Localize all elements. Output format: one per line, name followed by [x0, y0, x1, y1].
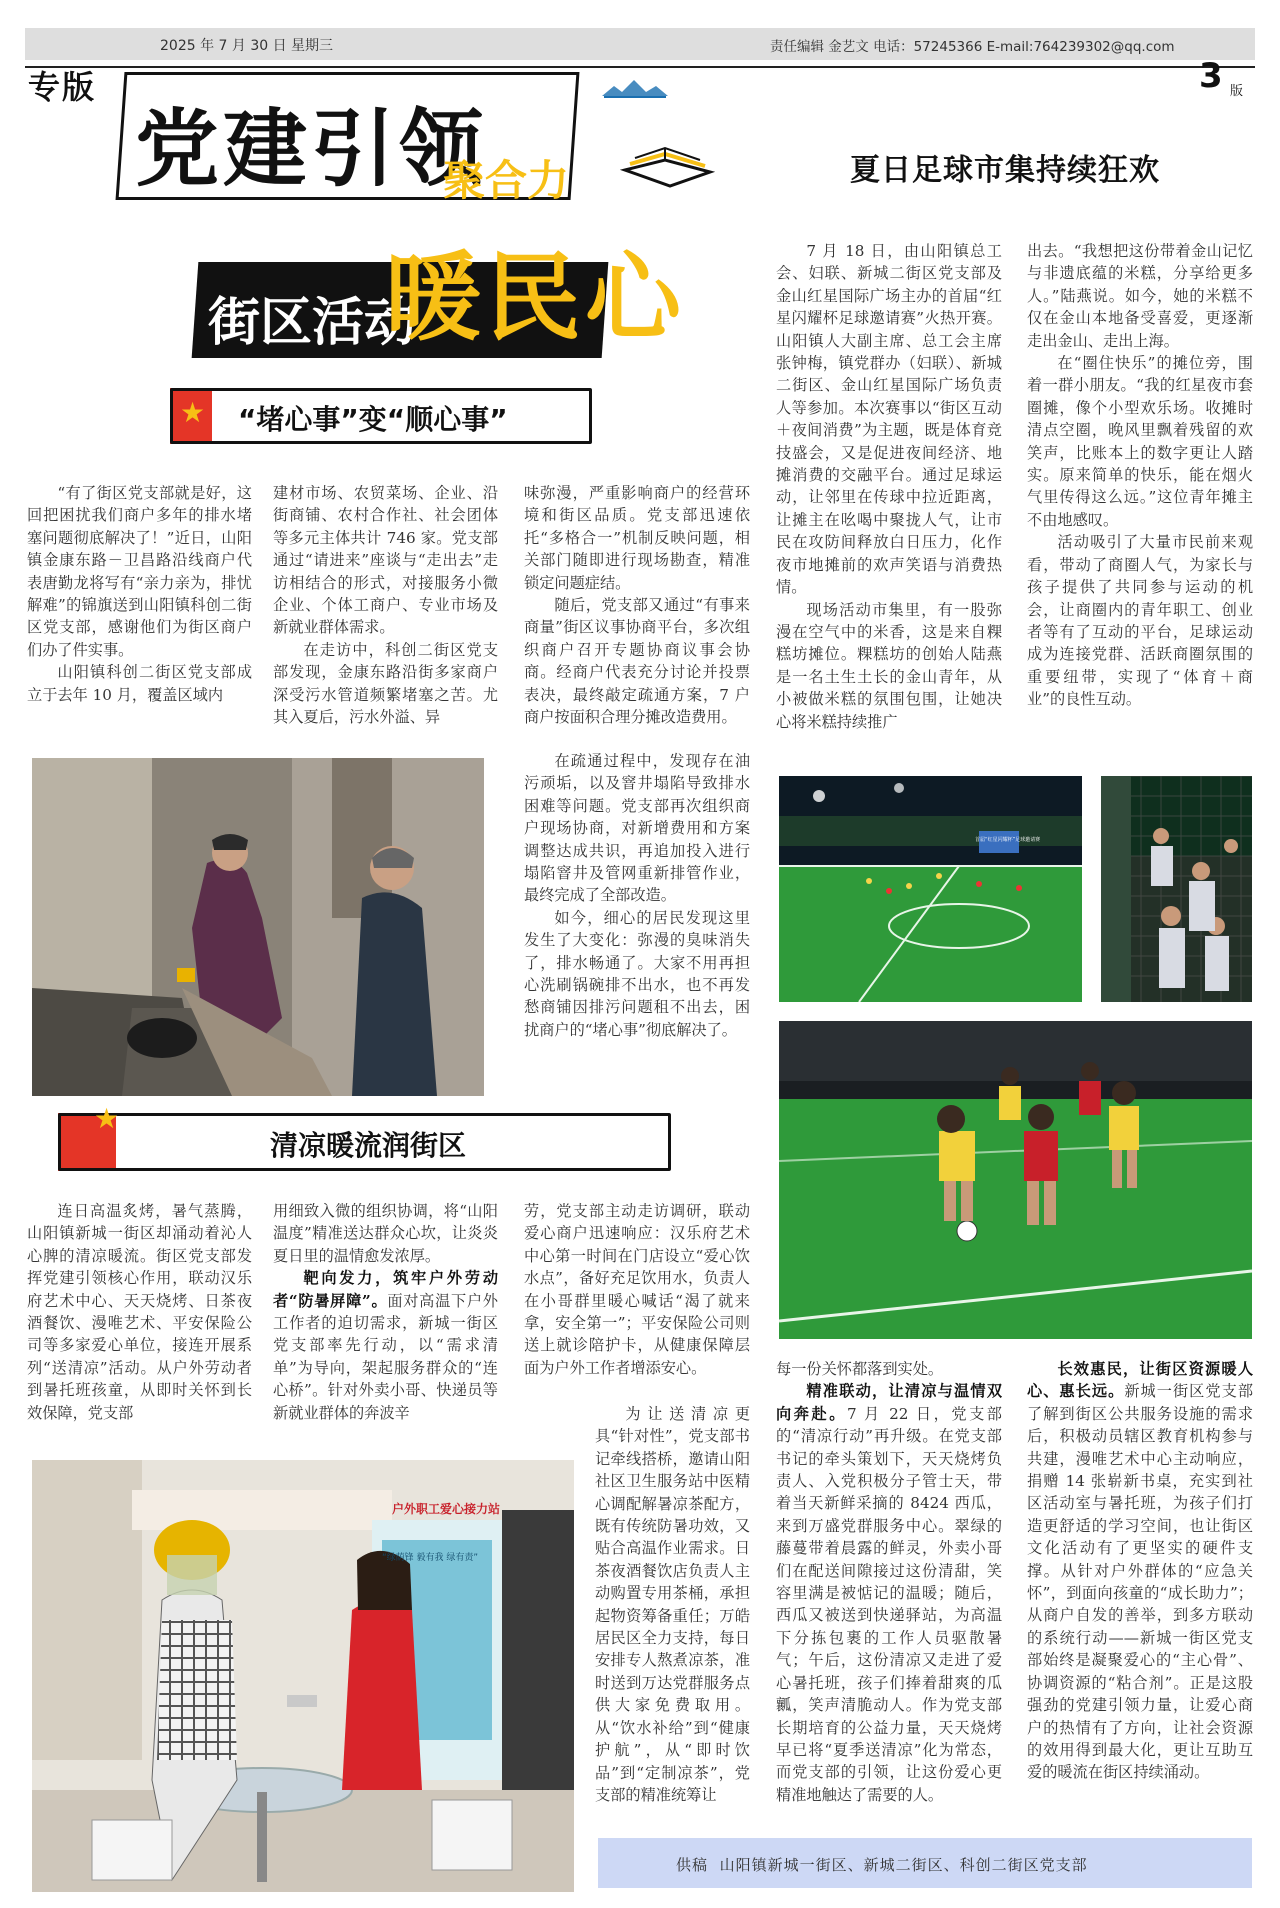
section1-column-3b — [524, 750, 750, 1041]
paragraph: 长效惠民，让街区资源暖人心、惠长远。新城一街区党支部了解到街区公共服务设施的需求后，积极动员辖区教育机构参与共建，漫唯艺术中心主动响应，捐赠 14 张崭新书桌，充实到社区活动室与暑托班，为孩子们打造更舒适的学习空间，也让街区文化活动有了更坚实的硬件支撑。从针对户外群体的“应急关怀”，到面向孩童的“成长助力”；从商户自发的善举，到多方联动的系统行动——新城一街区党支部始终是凝聚爱心的“主心骨”、协调资源的“粘合剂”。正是这股强劲的党建引领力量，让爱心商户的热情有了方向，让社会资源的效用得到最大化，更让互助互爱的暖流在街区持续涌动。 — [1027, 1360, 1254, 1782]
paragraph: 山阳镇科创二街区党支部成立于去年 10 月，覆盖区域内 — [27, 663, 252, 704]
banner-line2-accent: 暖民心 — [385, 242, 685, 354]
paragraph: 建材市场、农贸菜场、企业、沿街商铺、农村合作社、社会团体等多元主体共计 746 家。党支部通过“请进来”座谈与“走出去”走访相结合的形式，对接服务小微企业、个体工商户、专业市场及新就业群体需求。 — [273, 484, 498, 637]
star-icon: ★ — [94, 1102, 120, 1135]
page-number: 3 — [1199, 56, 1223, 96]
paragraph: 随后，党支部又通过“有事来商量”街区议事协商平台，多次组织商户召开专题协商议事会协商。经商户代表充分讨论并投票表决，最终敲定疏通方案，7 户商户按面积合理分摊改造费用。 — [524, 596, 750, 727]
credit-text — [676, 1854, 1088, 1875]
paragraph: 在走访中，科创二街区党支部发现，金康东路沿街多家商户深受污水管道频繁堵塞之苦。尤其入夏后，污水外溢、异 — [273, 640, 498, 727]
football-article-title: 夏日足球市集持续狂欢 — [850, 153, 1160, 188]
editor-info: 责任编辑 金艺文 电话：57245366 E-mail:764239302@qq.com — [770, 39, 1175, 55]
book-icon — [620, 130, 715, 190]
photo-cool-drink-station — [32, 1460, 574, 1892]
lead-in-phrase: 精准联动，让清凉与温情双向奔赴。 — [776, 1382, 1002, 1423]
station-sign: 户外职工爱心接力站 — [392, 1502, 501, 1516]
lead-in-phrase: 长效惠民，让街区资源暖人心、惠长远。 — [1027, 1360, 1253, 1401]
paragraph: 在“圈住快乐”的摊位旁，围着一群小朋友。“我的红星夜市套圈摊，像个小型欢乐场。收摊时清点空圈，晚风里飘着残留的欢笑声，比账本上的数字更让人踏实。原来简单的快乐，能在烟火气里传得这么远。”这位青年摊主不由地感叹。 — [1027, 354, 1253, 529]
header-divider — [25, 66, 1255, 68]
paragraph: 在疏通过程中，发现存在油污顽垢，以及窨井塌陷导致排水困难等问题。党支部再次组织商户现场协商，对新增费用和方案调整达成共识，再追加投入进行塌陷窨井及管网重新排管作业，最终完成了全部改造。 — [524, 752, 750, 905]
banner-line2: 街区活动 — [208, 293, 417, 353]
lead-in-phrase: 靶向发力，筑牢户外劳动者“防暑屏障”。 — [273, 1269, 498, 1310]
paragraph: 靶向发力，筑牢户外劳动者“防暑屏障”。面对高温下户外工作者的迫切需求，新城一街区党支部率先行动，以“需求清单”为导向，架起服务群众的“连心桥”。针对外卖小哥、快递员等新就业群体的奔波辛 — [273, 1269, 498, 1422]
issue-date: 2025 年 7 月 30 日 星期三 — [160, 38, 334, 54]
paragraph: 精准联动，让清凉与温情双向奔赴。7 月 22 日，党支部的“清凉行动”再升级。在党支部书记的牵头策划下，天天烧烤负责人、入党积极分子管士天，带着当天新鲜采摘的 8424 西瓜，来到万盛党群服务中心。翠绿的藤蔓带着晨露的鲜灵，外卖小哥们在配送间隙接过这份清甜，笑容里满是被惦记的温暖；随后，西瓜又被送到快递驿站，为高温下分拣包裹的工作人员驱散暑气；午后，这份清凉又走进了爱心暑托班，孩子们捧着甜爽的瓜瓤，笑声清脆动人。作为党支部长期培育的公益力量，天天烧烤早已将“夏季送清凉”化为常态，而党支部的引领，让这份爱心更精准地触达了需要的人。 — [776, 1382, 1002, 1804]
section3-column-1 — [776, 240, 1002, 733]
section2-column-5 — [1027, 1358, 1253, 1784]
banner-line1-accent: 聚合力 — [443, 156, 570, 205]
paragraph: 每一份关怀都落到实处。 — [776, 1360, 944, 1378]
photo-kids-football — [779, 1021, 1252, 1339]
star-icon: ★ — [180, 396, 206, 429]
section2-column-3b — [595, 1403, 750, 1806]
field-board: 首届“红星闪耀杯”足球邀请赛 — [975, 837, 1041, 843]
paragraph: 出去。“我想把这份带着金山记忆与非遗底蕴的米糕，分享给更多人。”陆燕说。如今，她的米糕不仅在金山本地备受喜爱，更逐渐走出金山、走出上海。 — [1027, 242, 1253, 350]
photo-drain-repair — [32, 758, 484, 1096]
paragraph: 劳，党支部主动走访调研，联动爱心商户迅速响应：汉乐府艺术中心第一时间在门店设立“爱心饮水点”，备好充足饮用水，负责人在小哥群里暖心喊话“渴了就来拿，安全第一”；平安保险公司则送上就诊陪护卡，从健康保障层面为户外工作者增添安心。 — [524, 1202, 750, 1377]
paragraph: “有了街区党支部就是好，这回把困扰我们商户多年的排水堵塞问题彻底解决了！”近日，山阳镇金康东路－卫昌路沿线商户代表唐勤龙将写有“亲力亲为，排忧解难”的锦旗送到山阳镇科创二街区党支部，感谢他们为街区商户们办了件实事。 — [27, 484, 252, 659]
paragraph: 用细致入微的组织协调，将“山阳温度”精准送达群众心坎，让炎炎夏日里的温情愈发浓厚。 — [273, 1202, 498, 1265]
photo-night-football-field — [779, 776, 1082, 1002]
paragraph: 为让送清凉更具“针对性”，党支部书记牵线搭桥，邀请山阳社区卫生服务站中医精心调配解暑凉茶配方，既有传统防暑功效，又贴合高温作业需求。日茶夜酒餐饮店负责人主动购置专用茶桶，承担起物资筹备重任；万皓居民区全力支持，每日安排专人熬煮凉茶，准时送到万达党群服务点供大家免费取用。从“饮水补给”到“健康护航”，从“即时饮品”到“定制凉茶”，党支部的精准统筹让 — [595, 1405, 750, 1804]
station-poster: “绿荫锋 毅有我 绿有责” — [382, 1553, 479, 1563]
newspaper-logo — [600, 70, 670, 102]
page-unit: 版 — [1230, 84, 1244, 99]
section2-heading: 清凉暖流润街区 — [270, 1129, 467, 1162]
paragraph: 现场活动市集里，有一股弥漫在空气中的米香，这是来自粿糕坊摊位。粿糕坊的创始人陆燕是一名土生土长的金山青年，从小被做米糕的氛围包围，让她决心将米糕持续推广 — [776, 600, 1002, 731]
section2-column-4 — [776, 1358, 1002, 1806]
paragraph: 活动吸引了大量市民前来观看，带动了商圈人气，为家长与孩子提供了共同参与运动的机会，让商圈内的青年职工、创业者等有了互动的平台，足球运动成为连接党群、活跃商圈氛围的重要纽带，实现了“体育＋商业”的良性互动。 — [1027, 533, 1253, 709]
paragraph: 味弥漫，严重影响商户的经营环境和街区品质。党支部迅速依托“多格合一”机制反映问题，相关部门随即进行现场勘查，精准锁定问题症结。 — [524, 484, 750, 592]
section1-column-1 — [27, 482, 252, 706]
section3-column-2 — [1027, 240, 1253, 711]
section2-column-2 — [273, 1200, 498, 1424]
banner-line1: 党建引领 — [135, 100, 488, 198]
section1-column-2 — [273, 482, 498, 728]
paragraph: 7 月 18 日，由山阳镇总工会、妇联、新城二街区党支部及金山红星国际广场主办的首届“红星闪耀杯足球邀请赛”火热开赛。山阳镇人大副主席、总工会主席张钟梅，镇党群办（妇联）、新城二街区、金山红星国际广场负责人等参加。本次赛事以“街区互动＋夜间消费”为主题，既是体育竞技盛会，又是促进夜间经济、地摊消费的交融平台。通过足球运动，让邻里在传球中拉近距离，让摊主在吆喝中聚拢人气，让市民在攻防间释放白日压力，化作夜市地摊前的欢声笑语与消费热情。 — [776, 242, 1002, 597]
section2-column-3 — [524, 1200, 750, 1379]
credit-units: 山阳镇新城一街区、新城二街区、科创二街区党支部 — [719, 1856, 1088, 1874]
paragraph: 连日高温炙烤，暑气蒸腾，山阳镇新城一街区却涌动着沁人心脾的清凉暖流。街区党支部发挥党建引领核心作用，联动汉乐府艺术中心、天天烧烤、日茶夜酒餐饮、漫唯艺术、平安保险公司等多家爱心单位，接连开展系列“送清凉”活动。从户外劳动者到暑托班孩童，从即时关怀到长效保障，党支部 — [27, 1202, 252, 1422]
paragraph: 如今，细心的居民发现这里发生了大变化：弥漫的臭味消失了，排水畅通了。大家不用再担心洗刷锅碗排不出水，也不再发愁商铺因排污问题租不出去，困扰商户的“堵心事”彻底解决了。 — [524, 908, 750, 1039]
section1-heading: “堵心事”变“顺心事” — [238, 403, 508, 436]
credit-label: 供稿 — [676, 1856, 709, 1874]
photo-spectators — [1101, 776, 1252, 1002]
section2-column-1 — [27, 1200, 252, 1424]
special-edition-label: 专版 — [28, 68, 97, 106]
